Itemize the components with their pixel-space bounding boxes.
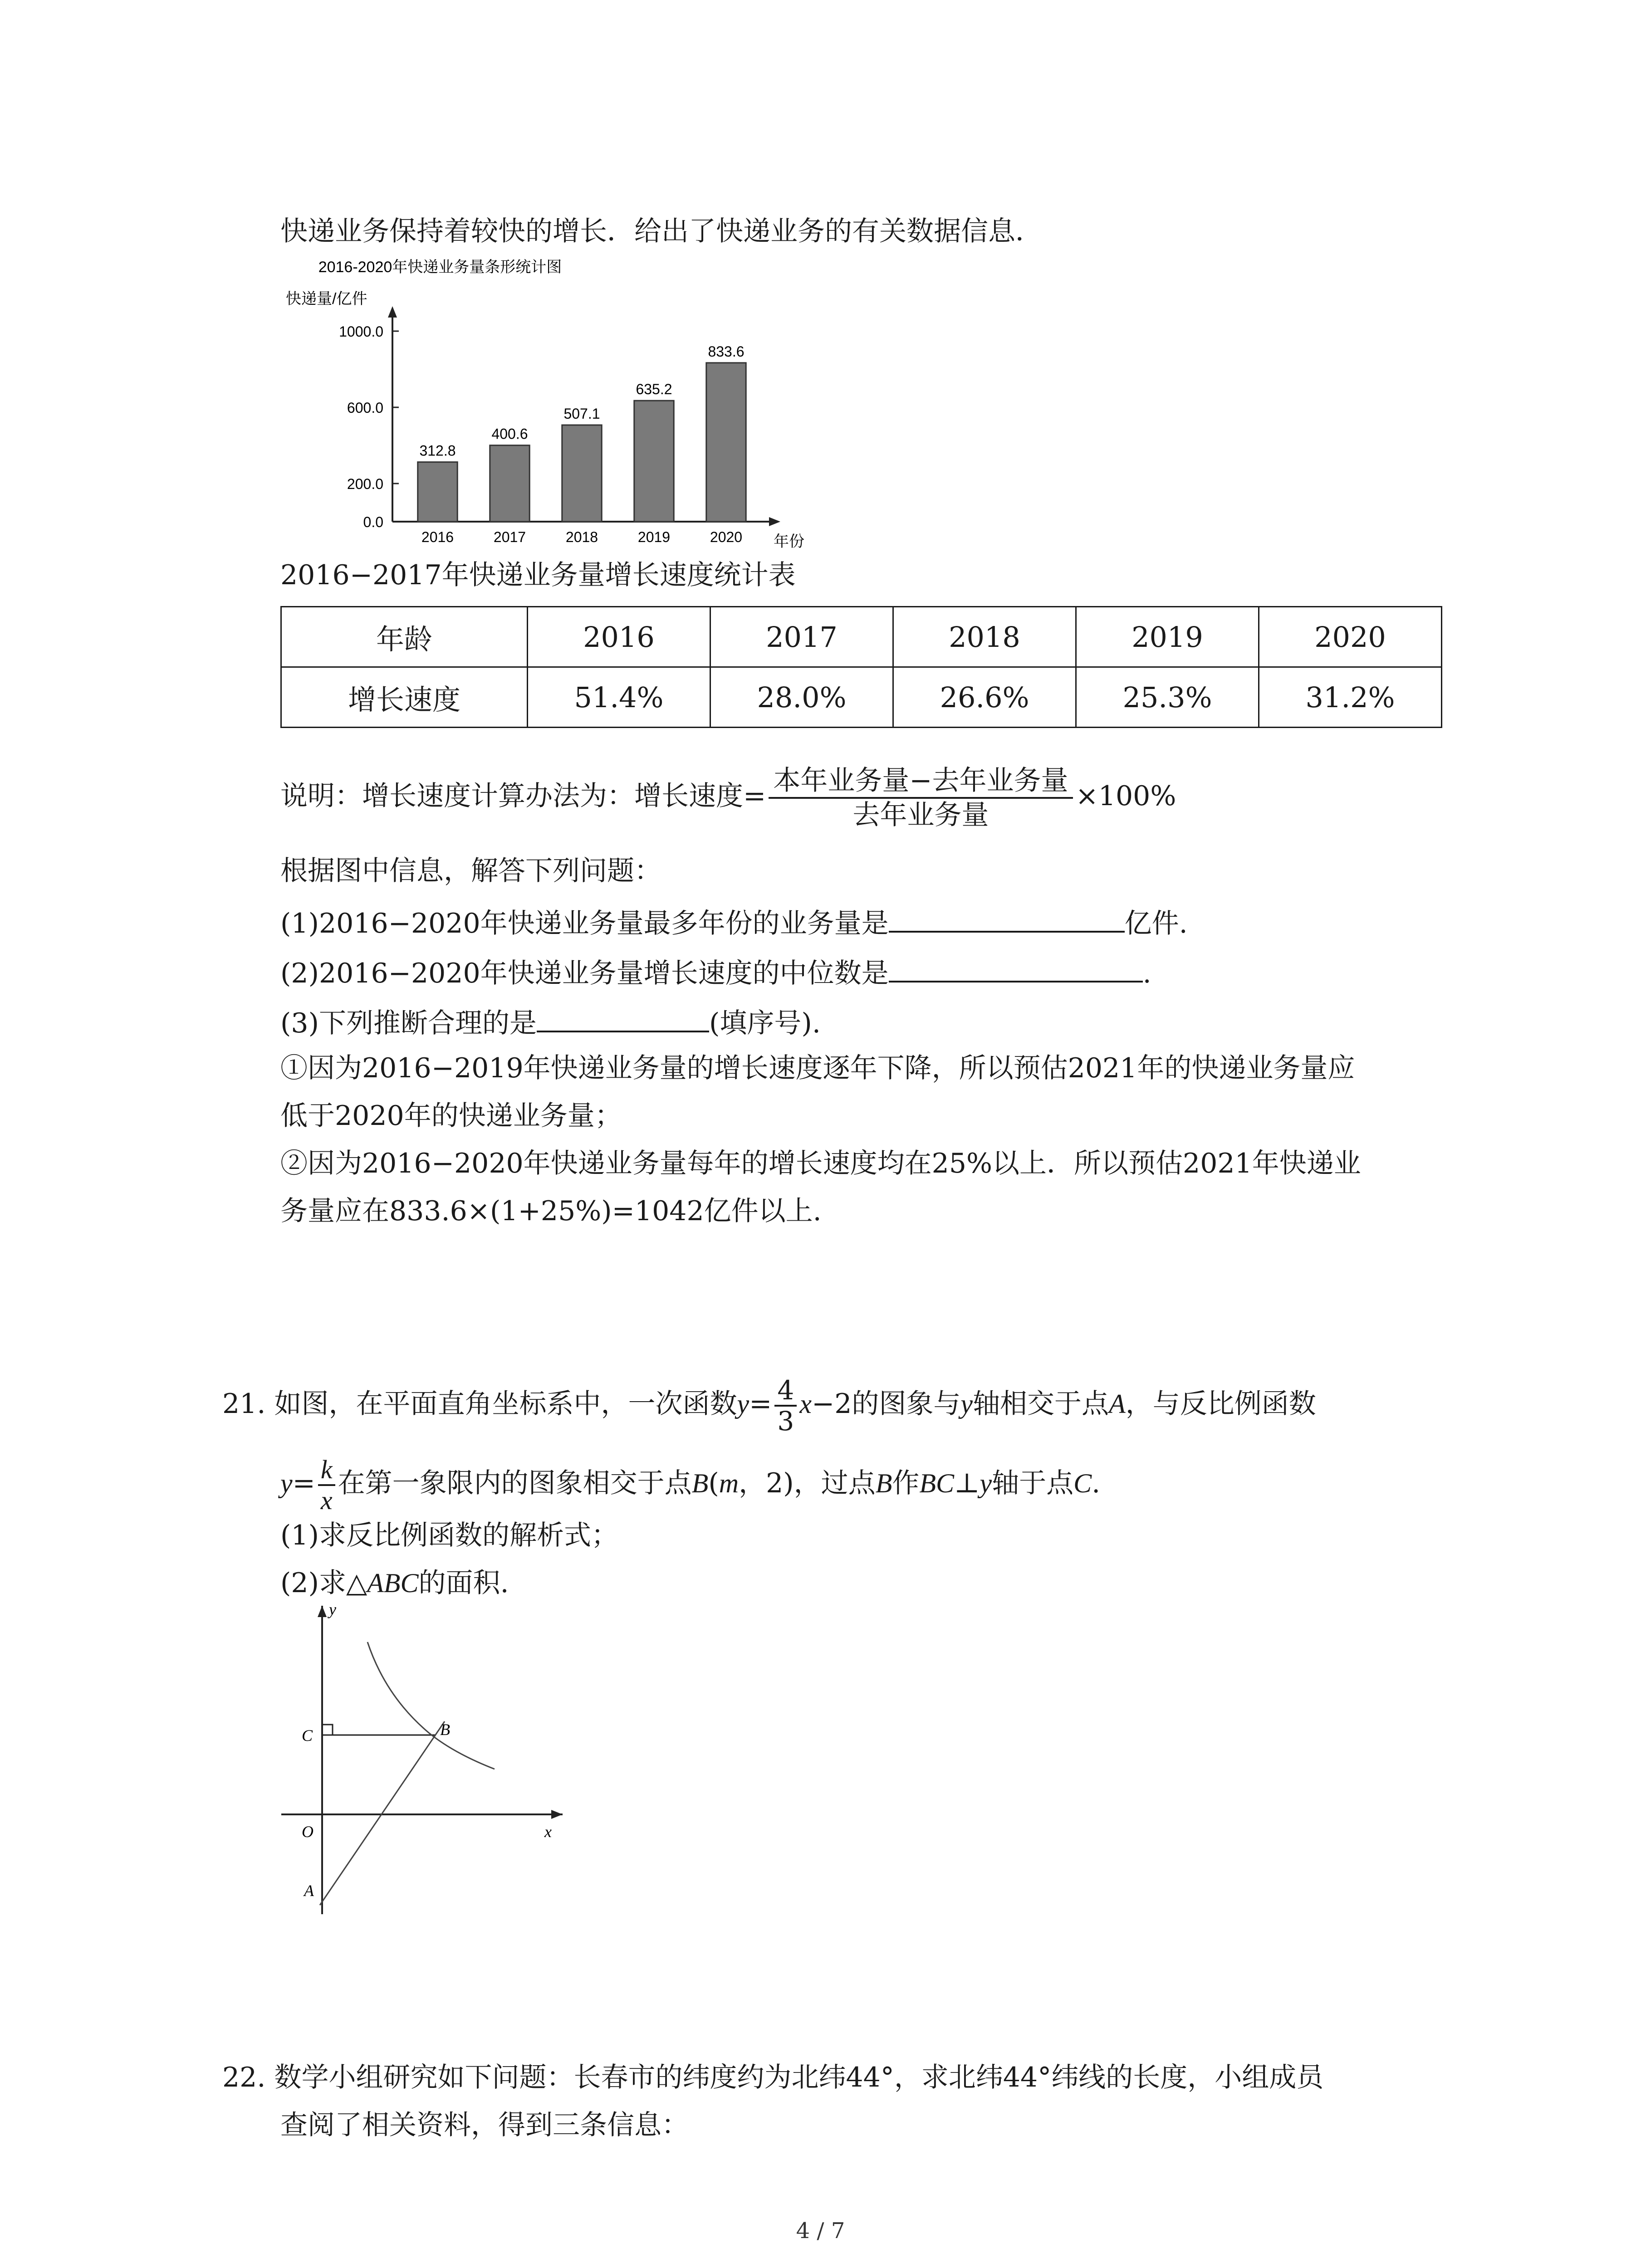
table-header-cell: 年龄 — [281, 607, 528, 667]
q20-part1-unit: 亿件. — [1124, 908, 1188, 939]
answer-blank-2[interactable] — [889, 953, 1143, 982]
y-axis-arrow — [318, 1606, 327, 1617]
table-header-cell: 2020 — [1259, 607, 1442, 667]
y-axis-label: y — [329, 1600, 336, 1618]
q21-text: ，2)，过点 — [739, 1467, 876, 1499]
var-y: y — [980, 1468, 992, 1498]
point-C-label: C — [1073, 1468, 1092, 1498]
q21-number: 21. — [222, 1388, 266, 1420]
perpendicular-symbol: ⊥ — [954, 1467, 980, 1499]
q21-text: 作 — [892, 1467, 920, 1499]
point-A-label: A — [1109, 1389, 1126, 1419]
chart-bar — [634, 401, 674, 522]
q21-text: −2的图象与 — [811, 1388, 961, 1420]
chart-x-tick-label: 2019 — [637, 529, 671, 545]
growth-rate-table — [280, 606, 1442, 728]
chart-x-axis-arrow — [769, 517, 780, 526]
q21-text: . — [1092, 1467, 1101, 1499]
hyperbola-curve — [367, 1642, 495, 1769]
table-cell: 28.0% — [710, 667, 893, 728]
option-2-line-1: ②因为2016−2020年快递业务量每年的增长速度均在25%以上．所以预估2021年快递业 — [280, 1148, 1361, 1179]
q21-text: ( — [708, 1467, 719, 1499]
chart-bar — [706, 363, 746, 522]
note-fraction — [769, 764, 1073, 831]
chart-y-tick-label: 600.0 — [347, 400, 383, 416]
point-B-label: B — [691, 1468, 709, 1498]
fraction-denominator: x — [320, 1486, 333, 1515]
table-cell: 26.6% — [893, 667, 1076, 728]
table-title: 2016−2017年快递业务量增长速度统计表 — [280, 559, 796, 591]
page-number: 4 / 7 — [796, 2218, 845, 2244]
fraction-4-3 — [774, 1376, 797, 1436]
segment-BC-label: BC — [919, 1468, 955, 1498]
note-suffix: ×100% — [1075, 780, 1176, 812]
table-cell: 增长速度 — [281, 667, 528, 728]
chart-x-labels — [421, 529, 742, 545]
chart-bar — [562, 425, 602, 522]
note-numerator: 本年业务量−去年业务量 — [769, 764, 1073, 799]
point-c-label: C — [302, 1726, 313, 1745]
option-1-line-2: 低于2020年的快递业务量； — [280, 1100, 622, 1132]
q21-text: 在第一象限内的图象相交于点 — [338, 1467, 692, 1499]
q21-part1: (1)求反比例函数的解析式； — [280, 1520, 618, 1551]
q22-number: 22. — [222, 2062, 266, 2093]
point-b-label: B — [440, 1721, 450, 1739]
q21-line-1 — [222, 1370, 1316, 1438]
q20-part2 — [280, 953, 1151, 992]
chart-data-label: 833.6 — [708, 343, 745, 360]
note-denominator: 去年业务量 — [852, 799, 989, 831]
chart-title: 2016-2020年快递业务量条形统计图 — [318, 259, 562, 276]
var-x: x — [799, 1389, 812, 1419]
table-header-row — [281, 607, 1442, 667]
var-y: y — [737, 1389, 749, 1419]
chart-data-label: 635.2 — [636, 381, 672, 398]
q20-part2-text: (2)2016−2020年快递业务量增长速度的中位数是 — [280, 958, 889, 989]
fraction-numerator: k — [318, 1455, 335, 1486]
origin-label: O — [302, 1823, 314, 1841]
q20-lead: 根据图中信息，解答下列问题： — [280, 855, 661, 887]
chart-data-label: 507.1 — [563, 406, 600, 422]
q20-part2-end: . — [1142, 958, 1151, 989]
chart-data-label: 400.6 — [491, 425, 528, 442]
option-1-line-1: ①因为2016−2019年快递业务量的增长速度逐年下降，所以预估2021年的快递业务量应 — [280, 1052, 1355, 1084]
q20-part1 — [280, 903, 1188, 942]
q21-text: 轴于点 — [992, 1467, 1074, 1499]
q22-line-1 — [222, 2059, 1323, 2096]
chart-y-tick-label: 200.0 — [347, 476, 383, 492]
fraction-k-x — [318, 1455, 335, 1515]
q21-part2 — [280, 1565, 509, 1601]
table-row — [281, 667, 1442, 728]
chart-x-tick-label: 2016 — [421, 529, 454, 545]
chart-x-tick-label: 2020 — [710, 529, 743, 545]
chart-y-tick-label: 1000.0 — [339, 323, 383, 340]
chart-x-tick-label: 2017 — [493, 529, 526, 545]
chart-xlabel: 年份 — [774, 533, 804, 550]
point-B-label: B — [875, 1468, 892, 1498]
chart-bar — [418, 462, 457, 522]
q21-text: ，与反比例函数 — [1125, 1388, 1316, 1420]
table-header-cell: 2018 — [893, 607, 1076, 667]
right-angle-mark — [322, 1725, 333, 1735]
var-y: y — [960, 1389, 973, 1419]
q20-part3-text: (3)下列推断合理的是 — [280, 1007, 537, 1039]
triangle-ABC-label: ABC — [367, 1568, 419, 1598]
point-a-label: A — [304, 1882, 314, 1900]
q22-text: 数学小组研究如下问题：长春市的纬度约为北纬44°，求北纬44°纬线的长度，小组成员 — [274, 2062, 1324, 2093]
chart-y-axis-arrow — [388, 306, 397, 318]
chart-bar — [490, 445, 529, 522]
q21-text: (2)求△ — [280, 1567, 367, 1599]
q22-line-2: 查阅了相关资料，得到三条信息： — [280, 2109, 689, 2141]
note-prefix: 说明：增长速度计算办法为：增长速度= — [280, 780, 766, 812]
q21-text: 的面积. — [418, 1567, 509, 1599]
chart-bars — [418, 363, 746, 522]
coordinate-graph — [272, 1597, 572, 1923]
answer-blank-3[interactable] — [537, 1002, 709, 1032]
table-header-cell: 2016 — [528, 607, 710, 667]
q20-part1-text: (1)2016−2020年快递业务量最多年份的业务量是 — [280, 908, 889, 939]
table-header-cell: 2017 — [710, 607, 893, 667]
intro-text: 快递业务保持着较快的增长．给出了快递业务的有关数据信息． — [280, 215, 1043, 247]
x-axis-arrow — [551, 1810, 563, 1819]
var-y: y — [280, 1468, 293, 1498]
chart-data-label: 312.8 — [419, 442, 456, 459]
x-axis-label: x — [544, 1823, 552, 1841]
option-2-line-2: 务量应在833.6×(1+25%)=1042亿件以上. — [280, 1195, 822, 1227]
fraction-numerator: 4 — [774, 1376, 797, 1407]
equals-sign: = — [292, 1467, 315, 1499]
q21-text: 轴相交于点 — [973, 1388, 1109, 1420]
bar-chart — [268, 254, 839, 562]
q21-text: 如图，在平面直角坐标系中，一次函数 — [274, 1388, 737, 1420]
table-header-cell: 2019 — [1076, 607, 1259, 667]
fraction-denominator: 3 — [777, 1406, 794, 1437]
linear-function-line — [320, 1721, 445, 1905]
table-cell: 31.2% — [1259, 667, 1442, 728]
var-m: m — [719, 1468, 739, 1498]
chart-x-tick-label: 2018 — [565, 529, 598, 545]
answer-blank-1[interactable] — [889, 903, 1125, 933]
q21-line-2 — [280, 1449, 1100, 1517]
chart-y-tick-label: 0.0 — [363, 514, 383, 530]
table-cell: 51.4% — [528, 667, 710, 728]
equals-sign: = — [749, 1388, 772, 1420]
table-cell: 25.3% — [1076, 667, 1259, 728]
chart-ylabel: 快递量/亿件 — [286, 290, 367, 308]
q20-part3-end: (填序号). — [709, 1007, 821, 1039]
q20-part3 — [280, 1002, 821, 1041]
note-line — [280, 762, 1176, 831]
chart-y-ticks — [339, 323, 399, 530]
